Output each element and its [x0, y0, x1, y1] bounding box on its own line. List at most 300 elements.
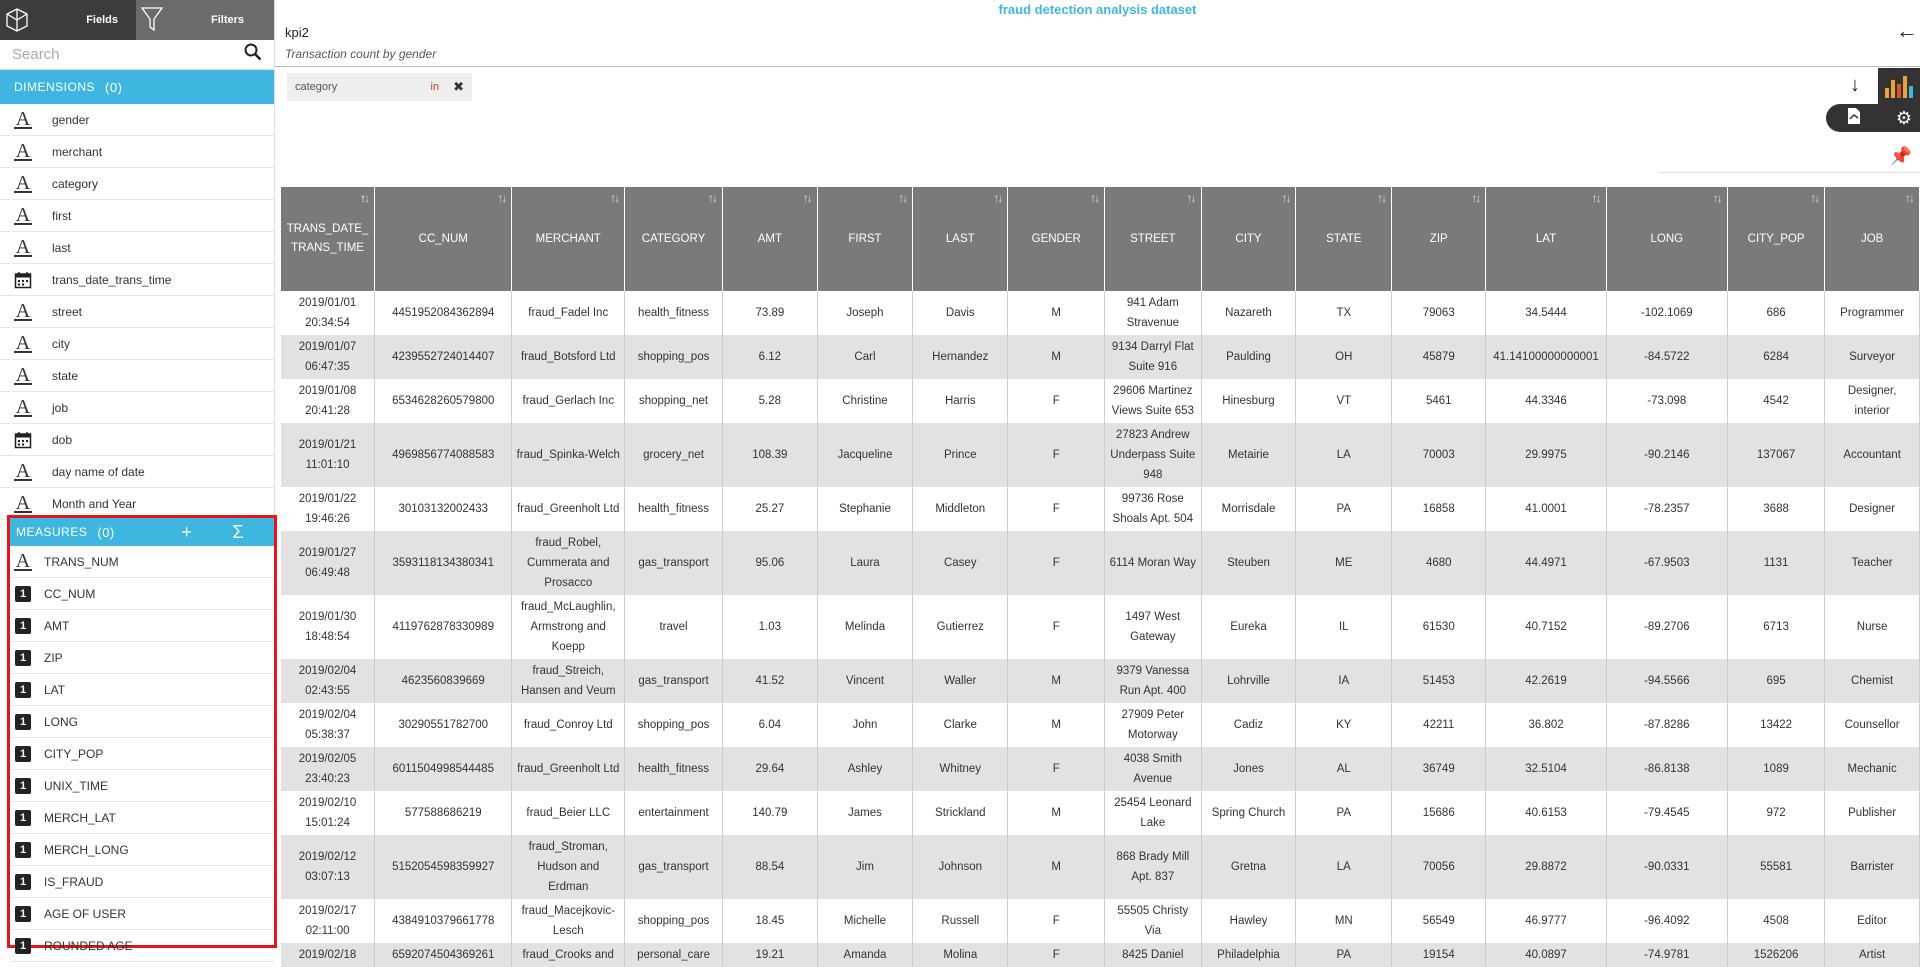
table-cell: grocery_net — [625, 423, 723, 487]
table-cell: IA — [1296, 659, 1392, 703]
number-type-icon: 1 — [12, 775, 34, 797]
column-header[interactable] — [817, 187, 912, 291]
table-cell: Nazareth — [1201, 291, 1296, 335]
column-header-label: STREET — [1130, 232, 1176, 245]
table-cell: 79063 — [1392, 291, 1486, 335]
number-type-icon: 1 — [12, 871, 34, 893]
measure-item[interactable] — [10, 546, 274, 578]
table-cell: James — [817, 791, 912, 835]
search-icon[interactable] — [244, 43, 262, 66]
table-cell: KY — [1296, 703, 1392, 747]
column-header-label: MERCHANT — [535, 232, 601, 245]
column-header[interactable] — [1392, 187, 1486, 291]
table-cell: 29.9975 — [1486, 423, 1606, 487]
table-cell: Christine — [817, 379, 912, 423]
table-cell: Gutierrez — [913, 595, 1008, 659]
calendar-icon — [12, 429, 34, 451]
measure-label: MERCH_LAT — [44, 810, 116, 825]
table-cell: MN — [1296, 899, 1392, 943]
table-cell: health_fitness — [625, 487, 723, 531]
sort-icon[interactable]: ↑↓ — [1712, 191, 1721, 205]
table-cell: PA — [1296, 791, 1392, 835]
table-cell: 4542 — [1727, 379, 1824, 423]
back-arrow-icon[interactable]: ← — [1896, 18, 1918, 43]
column-header[interactable] — [722, 187, 817, 291]
table-cell: shopping_pos — [625, 335, 723, 379]
column-header[interactable] — [1296, 187, 1392, 291]
sort-icon[interactable]: ↑↓ — [1905, 191, 1913, 205]
table-row[interactable] — [281, 943, 1920, 967]
sort-icon[interactable]: ↑↓ — [1810, 191, 1819, 205]
download-icon[interactable]: ↓ — [1850, 74, 1860, 96]
table-cell: 73.89 — [722, 291, 817, 335]
sort-icon[interactable]: ↑↓ — [707, 191, 716, 205]
sort-icon[interactable]: ↑↓ — [802, 191, 811, 205]
table-cell: 6114 Moran Way — [1105, 531, 1201, 595]
table-cell: -86.8138 — [1606, 747, 1727, 791]
column-header-label: CATEGORY — [641, 232, 706, 245]
table-cell: 44.3346 — [1486, 379, 1606, 423]
table-cell: Barrister — [1825, 835, 1920, 899]
sort-icon[interactable]: ↑↓ — [360, 191, 369, 205]
column-header[interactable] — [1606, 187, 1727, 291]
table-cell: M — [1008, 335, 1105, 379]
number-type-icon: 1 — [12, 839, 34, 861]
table-cell: 2019/01/27 06:49:48 — [281, 531, 375, 595]
table-cell: 41.14100000000001 — [1486, 335, 1606, 379]
sort-icon[interactable]: ↑↓ — [1591, 191, 1600, 205]
table-cell: M — [1008, 291, 1105, 335]
main-area — [275, 0, 1920, 961]
table-cell: fraud_Crooks and — [512, 943, 625, 967]
table-cell: 42211 — [1392, 703, 1486, 747]
column-header[interactable] — [1201, 187, 1296, 291]
dimension-item[interactable] — [0, 232, 274, 264]
dimension-label: trans_date_trans_time — [52, 272, 172, 287]
table-cell: 972 — [1727, 791, 1824, 835]
table-cell: 95.06 — [722, 531, 817, 595]
table-cell: OH — [1296, 335, 1392, 379]
column-header-label: STATE — [1326, 232, 1362, 245]
tab-fields[interactable] — [34, 0, 136, 40]
column-header[interactable] — [1486, 187, 1606, 291]
measure-item[interactable] — [10, 642, 274, 674]
table-cell: health_fitness — [625, 747, 723, 791]
sidebar-tabbar — [0, 0, 274, 40]
table-row[interactable] — [281, 703, 1920, 747]
dimension-item[interactable] — [0, 104, 274, 136]
measure-item[interactable] — [10, 610, 274, 642]
text-type-icon: A — [15, 549, 31, 572]
table-cell: M — [1008, 659, 1105, 703]
table-cell: 2019/02/04 05:38:37 — [281, 703, 375, 747]
dimension-label: day name of date — [52, 464, 145, 479]
remove-filter-icon[interactable]: ✖ — [453, 79, 464, 94]
table-row[interactable] — [281, 659, 1920, 703]
sort-icon[interactable]: ↑↓ — [898, 191, 907, 205]
field-search — [0, 40, 274, 70]
table-row[interactable] — [281, 335, 1920, 379]
table-cell: F — [1008, 379, 1105, 423]
table-cell: 4119762878330989 — [375, 595, 512, 659]
number-type-icon: 1 — [12, 647, 34, 669]
column-header-label: LAT — [1535, 232, 1557, 245]
sort-icon[interactable]: ↑↓ — [1471, 191, 1480, 205]
table-cell: 2019/02/17 02:11:00 — [281, 899, 375, 943]
text-type-icon: A — [15, 331, 31, 354]
dimension-label: first — [52, 208, 72, 223]
dimensions-title: DIMENSIONS — [14, 80, 96, 94]
measure-item[interactable] — [10, 674, 274, 706]
table-cell: -79.4545 — [1606, 791, 1727, 835]
dimension-item[interactable] — [0, 392, 274, 424]
column-header-label: ZIP — [1429, 232, 1448, 245]
column-header[interactable] — [1105, 187, 1201, 291]
table-cell: shopping_net — [625, 379, 723, 423]
measure-label: LAT — [44, 682, 66, 697]
table-cell: 2019/01/22 19:46:26 — [281, 487, 375, 531]
dimension-item[interactable] — [0, 456, 274, 488]
table-cell: 46.9777 — [1486, 899, 1606, 943]
table-cell: 2019/02/04 02:43:55 — [281, 659, 375, 703]
table-cell: 41.0001 — [1486, 487, 1606, 531]
measure-item[interactable] — [10, 738, 274, 770]
table-cell: 2019/02/05 23:40:23 — [281, 747, 375, 791]
table-cell: Editor — [1825, 899, 1920, 943]
table-cell: Russell — [913, 899, 1008, 943]
table-cell: fraud_Gerlach Inc — [512, 379, 625, 423]
table-row[interactable] — [281, 899, 1920, 943]
cube-icon[interactable] — [0, 0, 34, 40]
table-cell: Hernandez — [913, 335, 1008, 379]
table-row[interactable] — [281, 379, 1920, 423]
column-header[interactable] — [1008, 187, 1105, 291]
measure-list — [10, 546, 274, 962]
data-table-container[interactable] — [281, 187, 1920, 961]
measure-item[interactable] — [10, 770, 274, 802]
measure-label: AMT — [44, 618, 70, 633]
number-type-icon: 1 — [12, 743, 34, 765]
table-cell: F — [1008, 899, 1105, 943]
table-cell: 29.64 — [722, 747, 817, 791]
table-cell: 5152054598359927 — [375, 835, 512, 899]
table-cell: Ashley — [817, 747, 912, 791]
dimension-label: city — [52, 336, 70, 351]
measure-label: ZIP — [44, 650, 63, 665]
column-header[interactable] — [1727, 187, 1824, 291]
table-cell: 13422 — [1727, 703, 1824, 747]
table-cell: 19.21 — [722, 943, 817, 967]
sort-icon[interactable]: ↑↓ — [1377, 191, 1386, 205]
sort-icon[interactable]: ↑↓ — [610, 191, 619, 205]
data-table — [281, 187, 1920, 967]
measure-label: IS_FRAUD — [44, 874, 104, 889]
calendar-icon — [12, 269, 34, 291]
number-type-icon: 1 — [12, 583, 34, 605]
dataset-title: fraud detection analysis dataset — [998, 2, 1197, 17]
table-cell: 51453 — [1392, 659, 1486, 703]
table-cell: gas_transport — [625, 659, 723, 703]
table-cell: M — [1008, 835, 1105, 899]
table-cell: -84.5722 — [1606, 335, 1727, 379]
table-cell: 3688 — [1727, 487, 1824, 531]
dimension-item[interactable] — [0, 328, 274, 360]
measure-item[interactable] — [10, 866, 274, 898]
table-cell: -89.2706 — [1606, 595, 1727, 659]
table-cell: 1497 West Gateway — [1105, 595, 1201, 659]
table-cell: 8425 Daniel — [1105, 943, 1201, 967]
dimension-item[interactable] — [0, 296, 274, 328]
table-cell: -74.9781 — [1606, 943, 1727, 967]
table-cell: 2019/01/01 20:34:54 — [281, 291, 375, 335]
table-row[interactable] — [281, 531, 1920, 595]
table-cell: Harris — [913, 379, 1008, 423]
table-cell: 4038 Smith Avenue — [1105, 747, 1201, 791]
table-cell: fraud_Robel, Cummerata and Prosacco — [512, 531, 625, 595]
column-header[interactable] — [512, 187, 625, 291]
table-cell: 36749 — [1392, 747, 1486, 791]
table-cell: -102.1069 — [1606, 291, 1727, 335]
dimension-item[interactable] — [0, 168, 274, 200]
sort-icon[interactable]: ↑↓ — [1186, 191, 1195, 205]
table-cell: Morrisdale — [1201, 487, 1296, 531]
table-cell: 9379 Vanessa Run Apt. 400 — [1105, 659, 1201, 703]
table-cell: 61530 — [1392, 595, 1486, 659]
table-cell: F — [1008, 943, 1105, 967]
table-row[interactable] — [281, 747, 1920, 791]
table-cell: 2019/01/07 06:47:35 — [281, 335, 375, 379]
column-header-label: CITY_POP — [1747, 232, 1805, 245]
table-cell: Davis — [913, 291, 1008, 335]
table-cell: -94.5566 — [1606, 659, 1727, 703]
table-cell: Chemist — [1825, 659, 1920, 703]
column-header[interactable] — [281, 187, 375, 291]
dimension-label: Month and Year — [52, 496, 137, 511]
measure-label: CC_NUM — [44, 586, 96, 601]
table-cell: fraud_Greenholt Ltd — [512, 747, 625, 791]
table-body — [281, 291, 1920, 967]
table-cell: 4623560839669 — [375, 659, 512, 703]
table-cell: Middleton — [913, 487, 1008, 531]
measure-item[interactable] — [10, 578, 274, 610]
table-cell: 29606 Martinez Views Suite 653 — [1105, 379, 1201, 423]
measure-item[interactable] — [10, 834, 274, 866]
table-cell: Steuben — [1201, 531, 1296, 595]
number-type-icon: 1 — [12, 615, 34, 637]
dimensions-header — [0, 70, 274, 104]
table-cell: Surveyor — [1825, 335, 1920, 379]
dimension-label: job — [52, 400, 69, 415]
column-header[interactable] — [375, 187, 512, 291]
text-type-icon: A — [15, 459, 31, 482]
table-cell: TX — [1296, 291, 1392, 335]
sort-icon[interactable]: ↑↓ — [993, 191, 1002, 205]
sort-icon[interactable]: ↑↓ — [497, 191, 506, 205]
sort-icon[interactable]: ↑↓ — [1090, 191, 1099, 205]
measure-item[interactable] — [10, 930, 274, 962]
table-cell: -90.2146 — [1606, 423, 1727, 487]
table-cell: Eureka — [1201, 595, 1296, 659]
text-type-icon: A — [15, 491, 31, 514]
table-cell: 941 Adam Stravenue — [1105, 291, 1201, 335]
measure-label: UNIX_TIME — [44, 778, 109, 793]
table-cell: -96.4092 — [1606, 899, 1727, 943]
pin-icon[interactable]: 📌 — [1889, 146, 1912, 166]
column-header-label: GENDER — [1031, 232, 1081, 245]
dimension-item[interactable] — [0, 264, 274, 296]
table-cell: fraud_Stroman, Hudson and Erdman — [512, 835, 625, 899]
add-measure-button[interactable]: + — [181, 521, 193, 542]
table-cell: 1089 — [1727, 747, 1824, 791]
sort-icon[interactable]: ↑↓ — [1281, 191, 1290, 205]
table-cell: shopping_pos — [625, 899, 723, 943]
table-cell: F — [1008, 595, 1105, 659]
dimension-list — [0, 104, 274, 520]
table-row[interactable] — [281, 791, 1920, 835]
sum-icon[interactable]: Σ — [232, 521, 244, 542]
kpi-name[interactable]: kpi2 — [285, 25, 309, 40]
table-cell: 6284 — [1727, 335, 1824, 379]
table-cell: Jim — [817, 835, 912, 899]
table-cell: 27909 Peter Motorway — [1105, 703, 1201, 747]
export-pdf-icon[interactable] — [1846, 107, 1862, 130]
table-cell: 686 — [1727, 291, 1824, 335]
table-cell: Jacqueline — [817, 423, 912, 487]
text-type-icon: A — [15, 363, 31, 386]
column-header-label: LAST — [945, 232, 975, 245]
text-type-icon: A — [15, 299, 31, 322]
dimension-item[interactable] — [0, 136, 274, 168]
table-cell: fraud_Streich, Hansen and Veum — [512, 659, 625, 703]
table-cell: personal_care — [625, 943, 723, 967]
table-cell: 6.04 — [722, 703, 817, 747]
table-row[interactable] — [281, 423, 1920, 487]
table-row[interactable] — [281, 487, 1920, 531]
measure-item[interactable] — [10, 706, 274, 738]
dimension-label: street — [52, 304, 83, 319]
table-row[interactable] — [281, 291, 1920, 335]
table-cell: fraud_Beier LLC — [512, 791, 625, 835]
chart-type-icon[interactable] — [1878, 68, 1920, 104]
table-cell: 577588686219 — [375, 791, 512, 835]
table-cell: M — [1008, 791, 1105, 835]
table-cell: Johnson — [913, 835, 1008, 899]
table-cell: Designer — [1825, 487, 1920, 531]
table-header-row — [281, 187, 1920, 291]
table-cell: gas_transport — [625, 835, 723, 899]
table-cell: 140.79 — [722, 791, 817, 835]
table-cell: 55581 — [1727, 835, 1824, 899]
table-cell: Vincent — [817, 659, 912, 703]
table-cell: 2019/02/10 15:01:24 — [281, 791, 375, 835]
table-cell: Artist — [1825, 943, 1920, 967]
measure-label: ROUNDED AGE — [44, 938, 133, 953]
table-cell: Joseph — [817, 291, 912, 335]
measures-count: (0) — [97, 524, 115, 540]
tab-filters[interactable] — [136, 0, 274, 40]
table-cell: 36.802 — [1486, 703, 1606, 747]
table-cell: M — [1008, 703, 1105, 747]
table-cell: F — [1008, 531, 1105, 595]
table-cell: -73.098 — [1606, 379, 1727, 423]
table-cell: Accountant — [1825, 423, 1920, 487]
measure-item[interactable] — [10, 898, 274, 930]
table-cell: 41.52 — [722, 659, 817, 703]
table-cell: 695 — [1727, 659, 1824, 703]
table-cell: Nurse — [1825, 595, 1920, 659]
table-cell: 6592074504369261 — [375, 943, 512, 967]
dimension-item[interactable] — [0, 200, 274, 232]
dimension-item[interactable] — [0, 360, 274, 392]
table-cell: 5461 — [1392, 379, 1486, 423]
kpi-subtitle[interactable]: Transaction count by gender — [285, 47, 437, 61]
text-type-icon: A — [15, 235, 31, 258]
table-cell: entertainment — [625, 791, 723, 835]
table-cell: Mechanic — [1825, 747, 1920, 791]
table-cell: 40.0897 — [1486, 943, 1606, 967]
column-header-label: TRANS_DATE_TRANS_TIME — [286, 223, 369, 254]
table-cell: Amanda — [817, 943, 912, 967]
table-cell: Counsellor — [1825, 703, 1920, 747]
gear-icon[interactable]: ⚙ — [1895, 107, 1912, 128]
column-header[interactable] — [1825, 187, 1920, 291]
table-cell: 15686 — [1392, 791, 1486, 835]
table-cell: fraud_Fadel Inc — [512, 291, 625, 335]
table-cell: health_fitness — [625, 291, 723, 335]
table-cell: 1131 — [1727, 531, 1824, 595]
number-type-icon: 1 — [12, 903, 34, 925]
table-cell: 3593118134380341 — [375, 531, 512, 595]
table-cell: fraud_Macejkovic-Lesch — [512, 899, 625, 943]
table-cell: VT — [1296, 379, 1392, 423]
table-cell: shopping_pos — [625, 703, 723, 747]
column-header-label: AMT — [757, 232, 782, 245]
search-input[interactable] — [12, 46, 244, 63]
table-cell: 6.12 — [722, 335, 817, 379]
table-cell: travel — [625, 595, 723, 659]
table-cell: 4384910379661778 — [375, 899, 512, 943]
table-cell: Publisher — [1825, 791, 1920, 835]
table-cell: 30290551782700 — [375, 703, 512, 747]
table-cell: 9134 Darryl Flat Suite 916 — [1105, 335, 1201, 379]
table-cell: 70056 — [1392, 835, 1486, 899]
filter-field: category — [295, 81, 338, 93]
dimension-label: category — [52, 176, 99, 191]
column-header[interactable] — [913, 187, 1008, 291]
table-cell: gas_transport — [625, 531, 723, 595]
measures-header — [10, 518, 274, 546]
table-cell: Programmer — [1825, 291, 1920, 335]
table-cell: 137067 — [1727, 423, 1824, 487]
table-row[interactable] — [281, 595, 1920, 659]
filter-chip[interactable] — [287, 73, 472, 101]
column-header[interactable] — [625, 187, 723, 291]
dimension-item[interactable] — [0, 424, 274, 456]
table-cell: 29.8872 — [1486, 835, 1606, 899]
measure-label: TRANS_NUM — [44, 554, 119, 569]
table-cell: Lohrville — [1201, 659, 1296, 703]
table-cell: 70003 — [1392, 423, 1486, 487]
table-cell: 40.7152 — [1486, 595, 1606, 659]
text-type-icon: A — [15, 107, 31, 130]
table-row[interactable] — [281, 835, 1920, 899]
table-cell: fraud_Botsford Ltd — [512, 335, 625, 379]
table-cell: fraud_Conroy Ltd — [512, 703, 625, 747]
measure-item[interactable] — [10, 802, 274, 834]
table-cell: fraud_Spinka-Welch — [512, 423, 625, 487]
table-cell: 32.5104 — [1486, 747, 1606, 791]
number-type-icon: 1 — [12, 807, 34, 829]
